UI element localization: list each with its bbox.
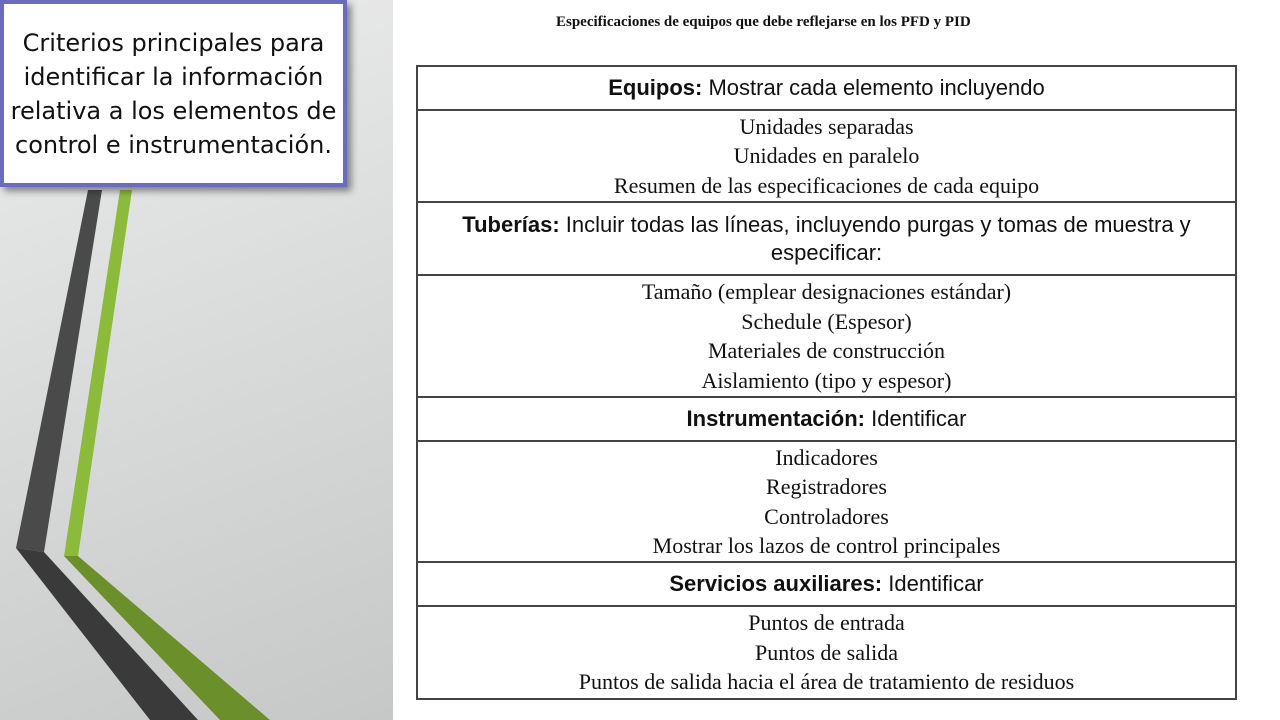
list-item: Resumen de las especificaciones de cada equipo [613,172,1040,198]
section-header-text: Mostrar cada elemento incluyendo [702,75,1045,100]
list-item: Registradores [766,474,887,499]
section-items-servicios [417,606,1236,699]
section-items-row [417,441,1236,562]
list-item: Tamaño (emplear designaciones estándar) [641,279,1012,304]
section-header-row [417,562,1236,606]
green-stripe-upper [64,190,132,556]
section-items-row [417,275,1236,397]
list-item: Materiales de construcción [707,338,945,363]
section-items-equipos [417,110,1236,202]
list-item: Schedule (Espesor) [741,308,912,334]
list-item: Indicadores [775,444,878,470]
section-header-row [417,202,1236,275]
section-header-label: Equipos: [608,75,703,100]
dark-stripe-upper [16,190,102,552]
specifications-table [416,65,1237,700]
list-item: Puntos de entrada [748,610,905,636]
slide-title: Criterios principales para identificar la información relativa a los elementos de control e instrumentación. [10,28,337,159]
list-item: Unidades separadas [739,113,914,139]
list-item: Controladores [764,503,889,529]
section-header-row [417,397,1236,441]
list-item: Unidades en paralelo [733,143,920,169]
section-header-servicios [417,562,1236,606]
section-header-tuberias [417,202,1236,275]
list-item: Mostrar los lazos de control principales [652,533,1001,558]
list-item: Puntos de salida [755,639,898,665]
section-header-instrumentacion [417,397,1236,441]
dark-stripe-lower [16,548,198,720]
list-item: Aislamiento (tipo y espesor) [701,367,952,393]
slide-title-box [0,0,347,187]
left-decorative-panel [0,0,393,720]
section-header-row [417,66,1236,110]
section-header-label: Instrumentación: [686,406,865,431]
section-header-label: Tuberías: [462,211,560,237]
section-header-text: Identificar [882,571,984,596]
section-items-row [417,110,1236,202]
section-items-tuberias [417,275,1236,397]
section-header-text: Incluir todas las líneas, incluyendo purgas y tomas de muestra y especificar: [559,211,1191,265]
section-header-label: Servicios auxiliares: [669,571,883,596]
document-caption: Especificaciones de equipos que debe reflejarse en los PFD y PID [556,14,971,30]
section-header-text: Identificar [864,406,967,431]
section-header-equipos [417,66,1236,110]
section-items-row [417,606,1236,699]
list-item: Puntos de salida hacia el área de tratamiento de residuos [578,669,1075,695]
section-items-instrumentacion [417,441,1236,562]
